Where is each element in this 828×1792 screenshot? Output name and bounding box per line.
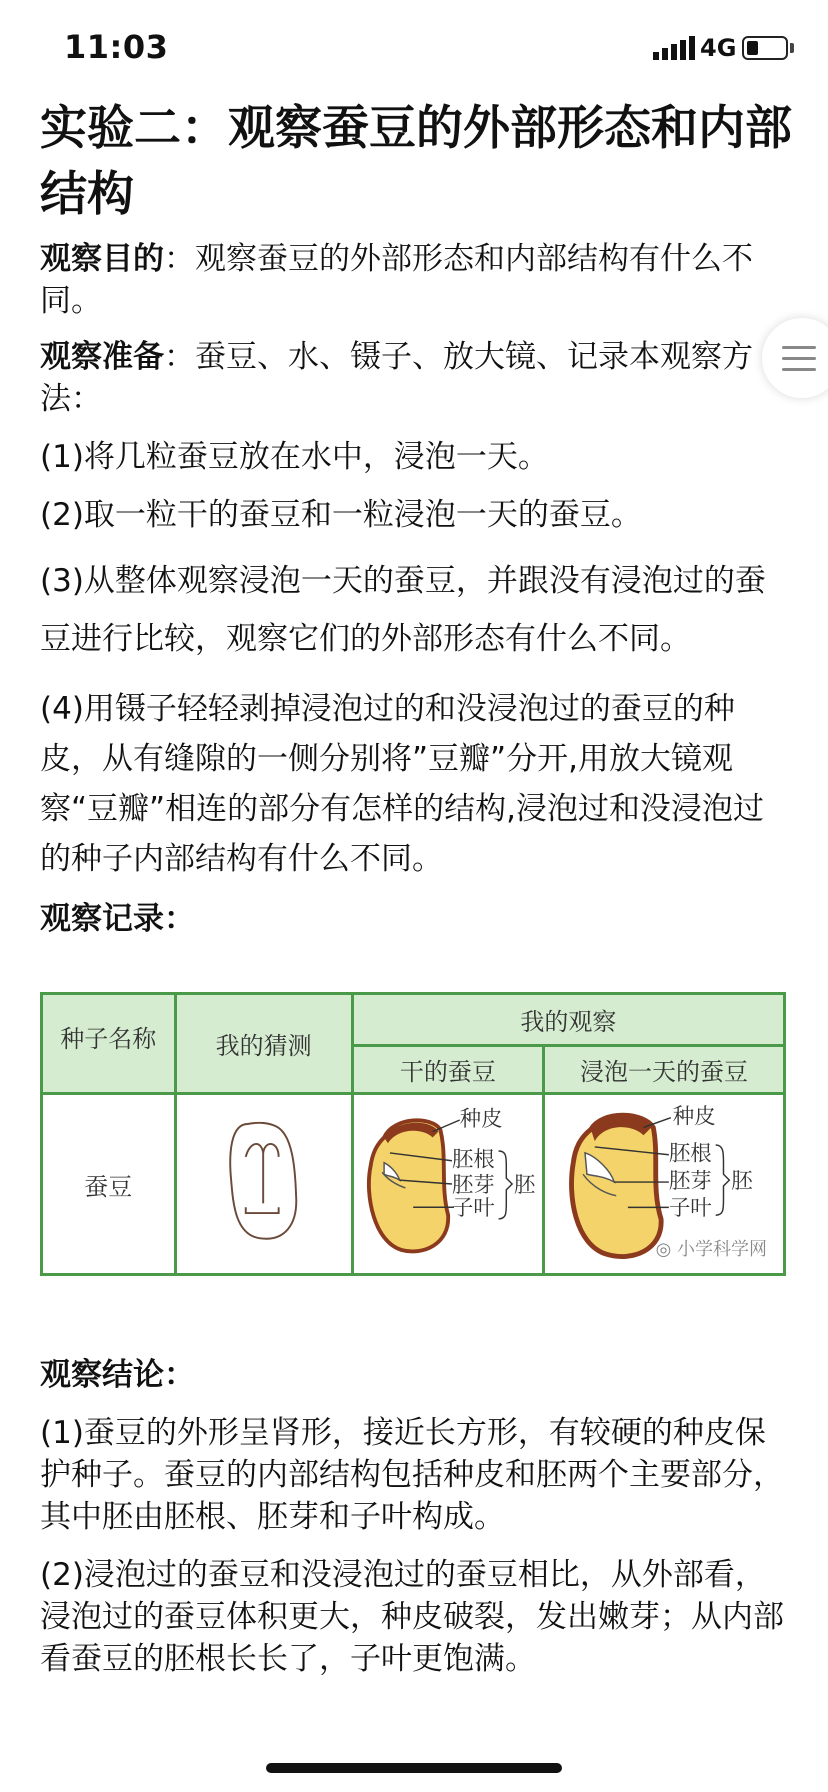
- soaked-label-cotyledon: 子叶: [668, 1196, 712, 1222]
- header-seed-name: 种子名称: [42, 994, 176, 1094]
- step-4: (4)用镊子轻轻剥掉浸泡过的和没浸泡过的蚕豆的种皮，从有缝隙的一侧分别将”豆瓣”分开,用放大镜观察“豆瓣”相连的部分有怎样的结构,浸泡过和没浸泡过的种子内部结构有什么不同。: [40, 691, 764, 877]
- record-heading: 观察记录：: [40, 901, 195, 937]
- soaked-label-seed-coat: 种皮: [672, 1104, 716, 1130]
- soaked-label-embryo: 胚: [731, 1168, 753, 1194]
- battery-level: [747, 41, 758, 55]
- article-title: 实验二：观察蚕豆的外部形态和内部结构: [40, 101, 792, 222]
- header-my-observation: 我的观察: [352, 994, 784, 1046]
- dry-label-cotyledon: 子叶: [451, 1196, 495, 1222]
- purpose-label: 观察目的: [40, 241, 164, 277]
- dry-label-seed-coat: 种皮: [459, 1106, 503, 1132]
- step-3: (3)从整体观察浸泡一天的蚕豆，并跟没有浸泡过的蚕豆进行比较，观察它们的外部形态有什么不同。: [40, 563, 766, 657]
- battery-tip: [790, 43, 794, 53]
- battery-icon: [742, 36, 788, 60]
- status-bar: [0, 0, 828, 100]
- watermark: ◎ 小学科学网: [655, 1239, 767, 1260]
- conclusion-1: (1)蚕豆的外形呈肾形，接近长方形，有较硬的种皮保护种子。蚕豆的内部结构包括种皮和胚两个主要部分，其中胚由胚根、胚芽和子叶构成。: [40, 1415, 784, 1535]
- prep-text: ：蚕豆、水、镊子、放大镜、记录本观察方法：: [40, 339, 753, 417]
- record-label: 观察记录: [40, 901, 164, 937]
- step-1: (1)将几粒蚕豆放在水中，浸泡一天。: [40, 439, 549, 475]
- subheader-dry-bean: 干的蚕豆: [352, 1046, 543, 1094]
- prep-paragraph: [40, 336, 792, 420]
- conclusion-2: (2)浸泡过的蚕豆和没浸泡过的蚕豆相比，从外部看，浸泡过的蚕豆体积更大，种皮破裂，发出嫩芽；从内部看蚕豆的胚根长长了，子叶更饱满。: [40, 1557, 784, 1677]
- guess-sketch-icon: [178, 1096, 350, 1272]
- dry-label-embryo: 胚: [513, 1172, 536, 1198]
- menu-icon: [782, 346, 816, 379]
- dry-label-radicle: 胚根: [451, 1147, 495, 1173]
- conclusion-label: 观察结论: [40, 1357, 164, 1393]
- subheader-soaked-bean: 浸泡一天的蚕豆: [544, 1046, 785, 1094]
- signal-icon: [653, 36, 703, 62]
- dry-label-plumule: 胚芽: [451, 1172, 495, 1198]
- cell-dry-bean-diagram: [352, 1094, 543, 1275]
- home-indicator[interactable]: [266, 1763, 562, 1773]
- purpose-text: ：观察蚕豆的外部形态和内部结构有什么不同。: [40, 241, 753, 319]
- soaked-label-plumule: 胚芽: [668, 1168, 712, 1194]
- cell-soaked-bean-diagram: [544, 1094, 785, 1275]
- wechat-icon: ◎: [655, 1239, 677, 1260]
- cell-guess-drawing: [175, 1094, 352, 1275]
- status-time: 11:03: [64, 28, 169, 66]
- conclusion-heading: 观察结论：: [40, 1357, 195, 1393]
- prep-label: 观察准备: [40, 339, 164, 375]
- network-type: 4G: [700, 34, 737, 62]
- observation-table-image: [40, 992, 792, 1276]
- dry-bean-diagram: [355, 1096, 541, 1272]
- header-my-guess: 我的猜测: [175, 994, 352, 1094]
- step-2: (2)取一粒干的蚕豆和一粒浸泡一天的蚕豆。: [40, 497, 642, 533]
- purpose-paragraph: [40, 238, 792, 322]
- cell-seed-name: 蚕豆: [42, 1094, 176, 1275]
- soaked-label-radicle: 胚根: [668, 1141, 712, 1167]
- observation-table: [40, 992, 786, 1276]
- article: [40, 96, 792, 1680]
